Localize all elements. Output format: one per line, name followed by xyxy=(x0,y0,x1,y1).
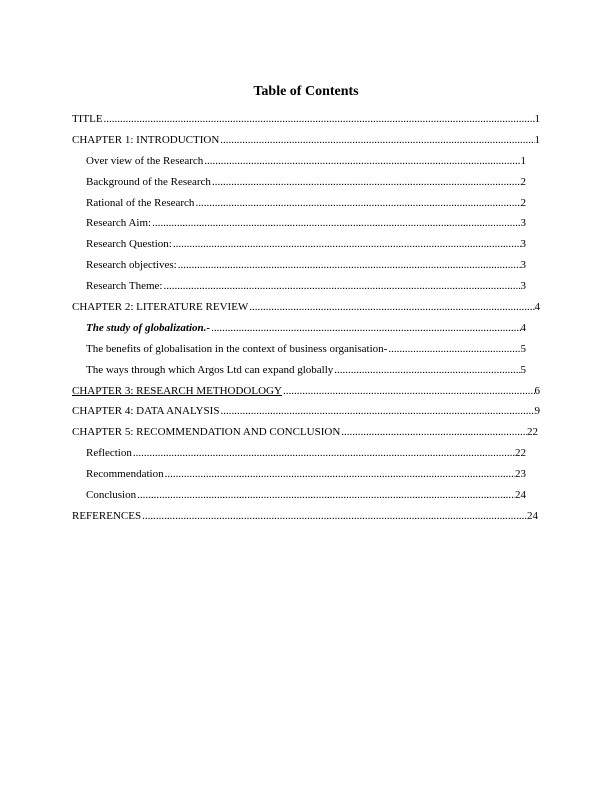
toc-entry-page: 1 xyxy=(534,133,540,146)
toc-entry-label: TITLE xyxy=(72,113,103,125)
toc-entry-label: Rational of the Research xyxy=(86,196,195,209)
toc-entry-label: Research Aim: xyxy=(86,217,152,230)
toc-dot-leader xyxy=(334,364,520,377)
toc-entry[interactable] xyxy=(72,259,526,280)
toc-entry-label: The study of globalization.- xyxy=(86,321,211,334)
toc-entry-page: 4 xyxy=(520,321,526,334)
toc-entry-page: 3 xyxy=(520,280,526,293)
toc-title: Table of Contents xyxy=(253,84,359,99)
toc-dot-leader xyxy=(204,155,520,168)
toc-entry-label: Research Theme: xyxy=(86,280,163,293)
toc-entry-page: 9 xyxy=(534,405,540,418)
toc-entry[interactable] xyxy=(72,197,526,218)
toc-entry-label: CHAPTER 1: INTRODUCTION xyxy=(72,133,220,146)
toc-entry[interactable] xyxy=(72,447,526,468)
toc-entry-label: The ways through which Argos Ltd can expand globally xyxy=(86,363,334,376)
toc-entry-label: CHAPTER 3: RESEARCH METHODOLOGY xyxy=(72,384,282,397)
toc-entry[interactable] xyxy=(72,176,526,197)
toc-dot-leader xyxy=(163,280,520,293)
toc-list xyxy=(72,113,542,531)
toc-entry[interactable] xyxy=(72,238,526,259)
toc-dot-leader xyxy=(165,468,515,481)
toc-entry-page: 24 xyxy=(515,489,526,502)
toc-entry-page: 3 xyxy=(520,217,526,230)
toc-entry[interactable] xyxy=(72,322,526,343)
toc-dot-leader xyxy=(211,322,520,335)
toc-entry-label: Reflection xyxy=(86,447,132,460)
toc-dot-leader xyxy=(133,447,515,460)
toc-entry-page: 23 xyxy=(515,468,526,481)
toc-entry[interactable] xyxy=(72,343,526,364)
toc-dot-leader xyxy=(220,405,534,418)
toc-entry-page: 3 xyxy=(520,259,526,272)
toc-entry-label: CHAPTER 5: RECOMMENDATION AND CONCLUSION xyxy=(72,426,341,439)
toc-entry-label: Research Question: xyxy=(86,238,172,251)
toc-dot-leader xyxy=(388,343,520,356)
toc-entry-page: 6 xyxy=(534,384,540,397)
toc-dot-leader xyxy=(142,510,527,523)
toc-entry[interactable] xyxy=(72,510,538,531)
toc-dot-leader xyxy=(212,176,521,189)
toc-entry-page: 1 xyxy=(520,154,526,167)
toc-entry[interactable] xyxy=(72,280,526,301)
toc-entry-label: REFERENCES xyxy=(72,509,142,522)
toc-dot-leader xyxy=(137,489,515,502)
toc-entry-page: 22 xyxy=(527,426,538,439)
toc-entry-page: 3 xyxy=(520,238,526,251)
toc-entry[interactable] xyxy=(72,113,540,134)
toc-entry-page: 4 xyxy=(534,301,540,314)
toc-dot-leader xyxy=(173,238,521,251)
toc-entry[interactable] xyxy=(72,426,538,447)
toc-dot-leader xyxy=(341,426,527,439)
toc-entry-label: Background of the Research xyxy=(86,175,211,188)
toc-dot-leader xyxy=(283,385,535,398)
toc-entry-label: Conclusion xyxy=(86,489,137,502)
toc-entry[interactable] xyxy=(72,468,526,489)
toc-entry-label: Research objectives: xyxy=(86,259,177,272)
toc-entry-page: 24 xyxy=(527,509,538,522)
toc-entry-page: 5 xyxy=(520,363,526,376)
toc-entry-label: Recommendation xyxy=(86,468,164,481)
toc-entry-page: 22 xyxy=(515,447,526,460)
toc-entry-label: CHAPTER 4: DATA ANALYSIS xyxy=(72,405,220,418)
toc-entry[interactable] xyxy=(72,217,526,238)
toc-dot-leader xyxy=(195,197,520,210)
toc-entry-label: Over view of the Research xyxy=(86,154,204,167)
toc-entry[interactable] xyxy=(72,134,540,155)
toc-dot-leader xyxy=(249,301,534,314)
toc-entry[interactable] xyxy=(72,301,540,322)
toc-dot-leader xyxy=(104,113,535,126)
toc-entry-page: 2 xyxy=(520,196,526,209)
toc-entry[interactable] xyxy=(72,385,540,406)
toc-entry-page: 1 xyxy=(534,113,540,125)
toc-entry[interactable] xyxy=(72,155,526,176)
toc-entry-page: 5 xyxy=(520,342,526,355)
toc-dot-leader xyxy=(152,217,520,230)
toc-entry[interactable] xyxy=(72,364,526,385)
toc-entry-label: The benefits of globalisation in the context of business organisation- xyxy=(86,342,388,355)
toc-entry[interactable] xyxy=(72,489,526,510)
toc-entry[interactable] xyxy=(72,405,540,426)
toc-dot-leader xyxy=(178,259,521,272)
toc-entry-label: CHAPTER 2: LITERATURE REVIEW xyxy=(72,301,249,314)
toc-entry-page: 2 xyxy=(520,175,526,188)
toc-dot-leader xyxy=(220,134,534,147)
